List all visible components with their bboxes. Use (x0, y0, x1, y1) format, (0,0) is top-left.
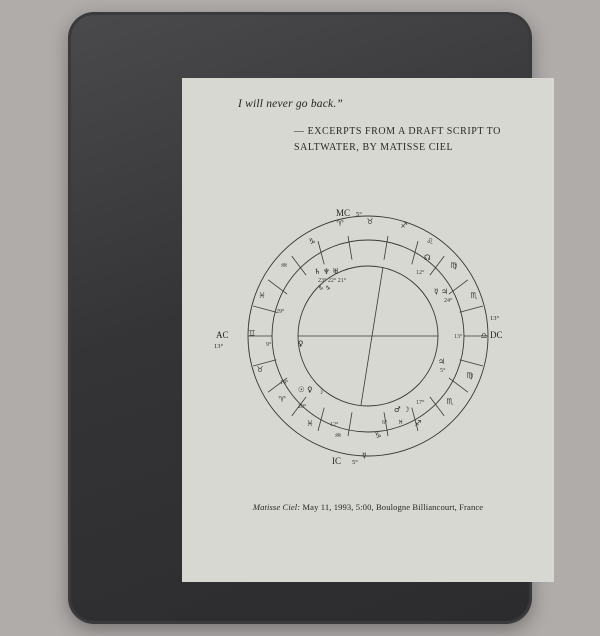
ic-degree: 5° (352, 459, 358, 466)
svg-text:♎: ♎ (480, 331, 488, 340)
svg-text:12°: 12° (330, 422, 339, 428)
natal-chart-svg (214, 186, 518, 486)
svg-text:♑: ♑ (308, 237, 316, 246)
svg-text:♌: ♌ (426, 237, 434, 246)
dc-degree: 13° (490, 315, 500, 322)
ac-label: AC (216, 330, 229, 340)
svg-text:♒: ♒ (280, 261, 288, 270)
ereader-screen[interactable] (182, 78, 554, 582)
planet-cluster-right-lower: ♃ (438, 357, 445, 366)
svg-text:♓: ♓ (306, 419, 314, 428)
svg-text:♒: ♒ (334, 431, 342, 440)
svg-text:9°: 9° (266, 342, 272, 348)
epigraph-block (238, 98, 538, 155)
svg-text:29°: 29° (276, 309, 285, 315)
svg-text:♏: ♏ (470, 291, 478, 300)
svg-text:♊: ♊ (248, 329, 256, 338)
ic-label: IC (332, 456, 341, 466)
svg-text:☽: ☽ (318, 389, 324, 396)
planet-cluster-lower-left: ☉ ♀ (298, 385, 313, 394)
svg-text:♑ ♑: ♑ ♑ (318, 285, 331, 292)
svg-text:♓: ♓ (398, 419, 404, 426)
caption-subject: Matisse Ciel: (252, 502, 301, 512)
attribution-line-1: — EXCERPTS FROM A DRAFT SCRIPT TO (294, 126, 501, 137)
planet-cluster-bottom: ☿ (362, 451, 367, 460)
attribution-block (294, 124, 538, 155)
svg-text:♐: ♐ (414, 419, 422, 428)
planet-cluster-bottom-right: ♂ ☽ (394, 405, 410, 414)
natal-chart (214, 186, 518, 486)
svg-text:♑: ♑ (374, 431, 382, 440)
planet-cluster-right-upper: ☿ ♃ (434, 287, 448, 296)
planet-cluster-top-left: ♄ ♆ ♅ (314, 267, 339, 276)
mc-label: MC (336, 208, 351, 218)
svg-text:17°: 17° (416, 400, 425, 406)
chart-caption (182, 502, 554, 512)
mc-degree: 5° (356, 211, 362, 218)
svg-text:24°: 24° (444, 298, 453, 304)
planet-glyph-clusters (298, 253, 448, 460)
svg-text:♍: ♍ (466, 371, 474, 380)
svg-text:♉: ♉ (366, 217, 374, 226)
planet-cluster-upper-right: ☊ (424, 253, 431, 262)
svg-text:13°: 13° (454, 334, 463, 340)
svg-text:5°: 5° (440, 368, 446, 374)
svg-text:♍: ♍ (450, 261, 458, 270)
svg-text:♈: ♈ (336, 219, 344, 228)
attribution-line-2: SALTWATER, BY MATISSE CIEL (294, 141, 454, 153)
epigraph-text: I will never go back.” (238, 98, 344, 110)
svg-text:♐: ♐ (400, 221, 408, 230)
svg-text:♉: ♉ (256, 365, 264, 374)
caption-details: May 11, 1993, 5:00, Boulogne Billiancourt, France (300, 502, 484, 512)
ac-degree: 13° (214, 343, 224, 350)
planet-cluster-ac: ♀ (298, 339, 304, 348)
device-bottom-bezel (68, 580, 532, 624)
svg-text:14°: 14° (280, 380, 289, 386)
svg-text:23° 22° 21°: 23° 22° 21° (318, 278, 347, 284)
svg-text:6°: 6° (382, 420, 388, 426)
svg-text:♈: ♈ (278, 395, 286, 404)
svg-text:♏: ♏ (446, 397, 454, 406)
ereader-device (68, 12, 532, 624)
dc-label: DC (490, 330, 503, 340)
svg-text:20°: 20° (298, 404, 307, 410)
svg-text:♓: ♓ (258, 291, 266, 300)
svg-text:12°: 12° (416, 270, 425, 276)
